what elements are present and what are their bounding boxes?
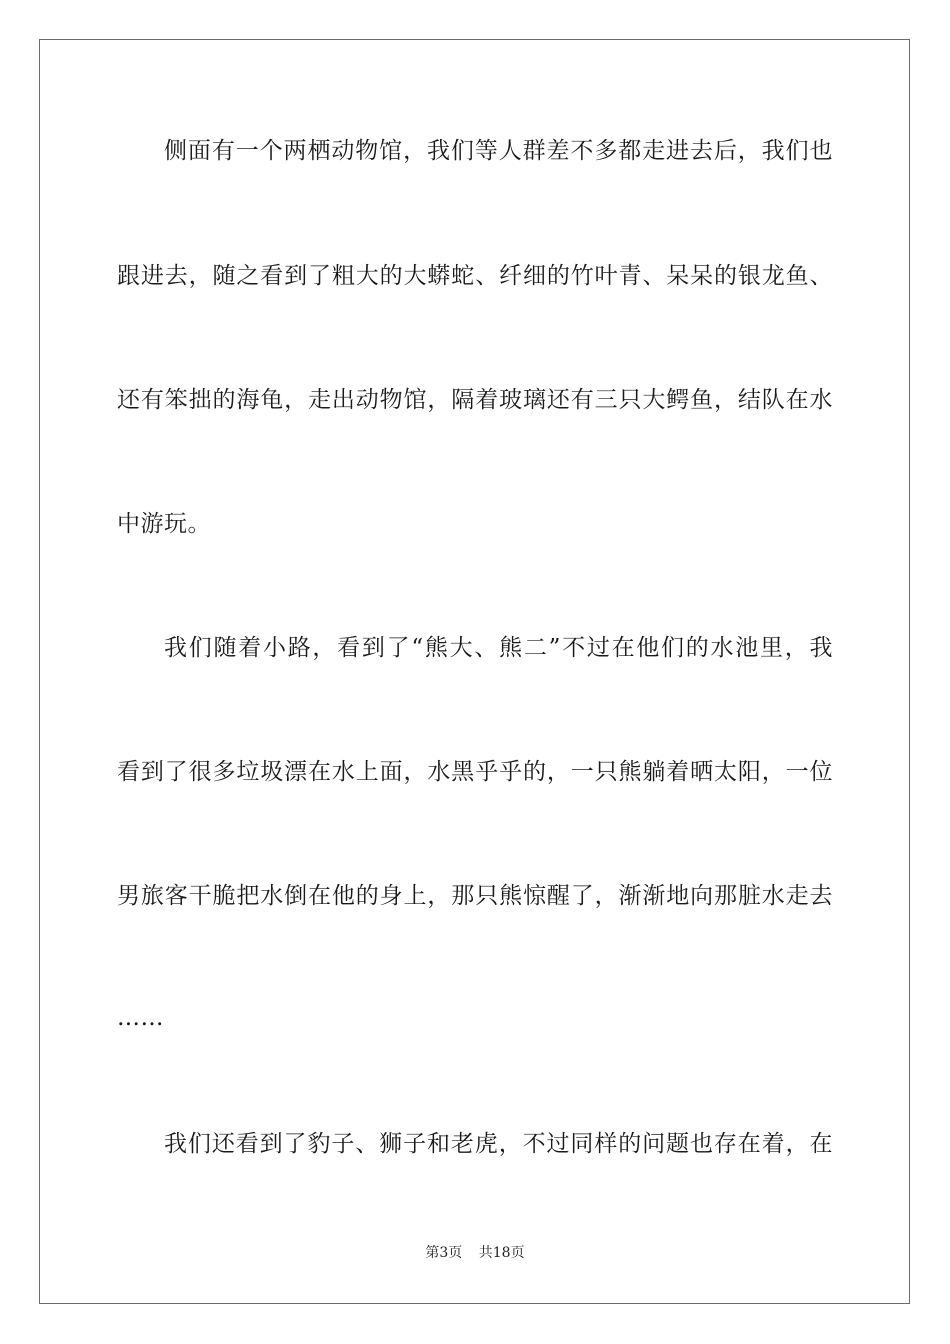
paragraph-line: 我们随着小路，看到了“熊大、熊二”不过在他们的水池里，我 bbox=[164, 635, 833, 661]
paragraph-line: …… bbox=[117, 1005, 164, 1031]
paragraph-line: 还有笨拙的海龟，走出动物馆，隔着玻璃还有三只大鳄鱼，结队在水 bbox=[117, 387, 833, 413]
paragraph-line: 中游玩。 bbox=[117, 511, 211, 537]
paragraph-line: 看到了很多垃圾漂在水上面，水黑乎乎的，一只熊躺着晒太阳，一位 bbox=[117, 759, 833, 785]
paragraph-line: 侧面有一个两栖动物馆，我们等人群差不多都走进去后，我们也 bbox=[164, 138, 833, 164]
page-border bbox=[39, 39, 910, 1304]
page-number: 第3页 bbox=[425, 1245, 463, 1261]
page-footer bbox=[0, 1243, 950, 1263]
paragraph-line: 跟进去，随之看到了粗大的大蟒蛇、纤细的竹叶青、呆呆的银龙鱼、 bbox=[117, 263, 833, 289]
paragraph-line: 我们还看到了豹子、狮子和老虎，不过同样的问题也存在着，在 bbox=[164, 1131, 833, 1157]
paragraph-line: 男旅客干脆把水倒在他的身上，那只熊惊醒了，渐渐地向那脏水走去 bbox=[117, 883, 833, 909]
page-total: 共18页 bbox=[478, 1245, 525, 1261]
